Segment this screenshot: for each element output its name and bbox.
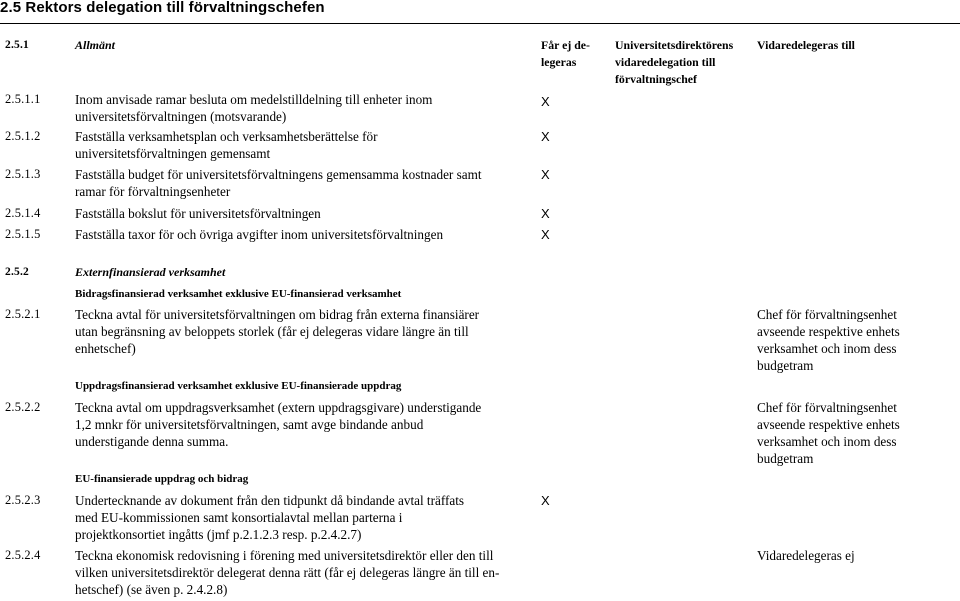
no-delegate-mark: X	[541, 94, 550, 109]
row-text: Fastställa taxor för och övriga avgifter inom universitetsförvaltningen	[75, 227, 444, 242]
column-header-univdir: Universitetsdirektörens vidaredelegation till förvaltningschef	[615, 38, 734, 86]
row-number: 2.5.1.4	[5, 206, 41, 220]
no-delegate-mark: X	[541, 167, 550, 182]
section-title: Allmänt	[75, 38, 116, 52]
no-delegate-mark: X	[541, 129, 550, 144]
row-text: Undertecknande av dokument från den tidpunkt då bindande avtal träffats med EU-kommissionen samt konsortialavtal mellan parterna i projektkonsortiet ingåtts (jmf p.2.1.2.3 resp. p.2.4.2.7)	[75, 493, 465, 542]
no-delegate-mark: X	[541, 206, 550, 221]
section-number: 2.5.1	[5, 39, 29, 51]
column-header-further: Vidaredelegeras till	[757, 38, 855, 52]
row-text: Teckna ekonomisk redovisning i förening med universitetsdirektör eller den till vilken universitetsdirektör delegerat denna rätt (får ej delegeras längre än till en- hetschef) (se även p. 2.4.2.8)	[75, 548, 500, 597]
row-number: 2.5.2.1	[5, 307, 41, 321]
further-delegation: Vidaredelegeras ej	[757, 548, 855, 563]
subheading: Bidragsfinansierad verksamhet exklusive EU-finansierad verksamhet	[75, 288, 402, 300]
page-title: 2.5 Rektors delegation till förvaltningschefen	[0, 0, 325, 16]
row-number: 2.5.2.3	[5, 493, 41, 507]
title-rule	[0, 23, 960, 24]
row-number: 2.5.1.5	[5, 227, 41, 241]
row-text: Inom anvisade ramar besluta om medelstilldelning till enheter inom universitetsförvaltningen (motsvarande)	[75, 92, 433, 124]
subheading: Uppdragsfinansierad verksamhet exklusive EU-finansierade uppdrag	[75, 380, 402, 392]
row-text: Teckna avtal för universitetsförvaltningen om bidrag från externa finansiärer utan begränsning av beloppets storlek (får ej delegeras vidare längre än till enhetschef)	[75, 307, 480, 356]
column-header-no-delegate: Får ej de- legeras	[541, 38, 590, 69]
row-text: Teckna avtal om uppdragsverksamhet (extern uppdragsgivare) understigande 1,2 mnkr för universitetsförvaltningen, samt avge bindande anbud understigande denna summa.	[75, 400, 482, 449]
section-title: Externfinansierad verksamhet	[75, 265, 226, 279]
section-number: 2.5.2	[5, 266, 29, 278]
further-delegation: Chef för förvaltningsenhet avseende respektive enhets verksamhet och inom dess budgetram	[757, 307, 900, 373]
subheading: EU-finansierade uppdrag och bidrag	[75, 473, 249, 485]
further-delegation: Chef för förvaltningsenhet avseende respektive enhets verksamhet och inom dess budgetram	[757, 400, 900, 466]
row-number: 2.5.2.4	[5, 548, 41, 562]
row-number: 2.5.1.2	[5, 129, 41, 143]
row-text: Fastställa verksamhetsplan och verksamhetsberättelse för universitetsförvaltningen gemensamt	[75, 129, 378, 161]
row-number: 2.5.1.3	[5, 167, 41, 181]
row-text: Fastställa budget för universitetsförvaltningens gemensamma kostnader samt ramar för förvaltningsenheter	[75, 167, 482, 199]
row-number: 2.5.2.2	[5, 400, 41, 414]
row-text: Fastställa bokslut för universitetsförvaltningen	[75, 206, 321, 221]
no-delegate-mark: X	[541, 227, 550, 242]
no-delegate-mark: X	[541, 493, 550, 508]
row-number: 2.5.1.1	[5, 92, 41, 106]
